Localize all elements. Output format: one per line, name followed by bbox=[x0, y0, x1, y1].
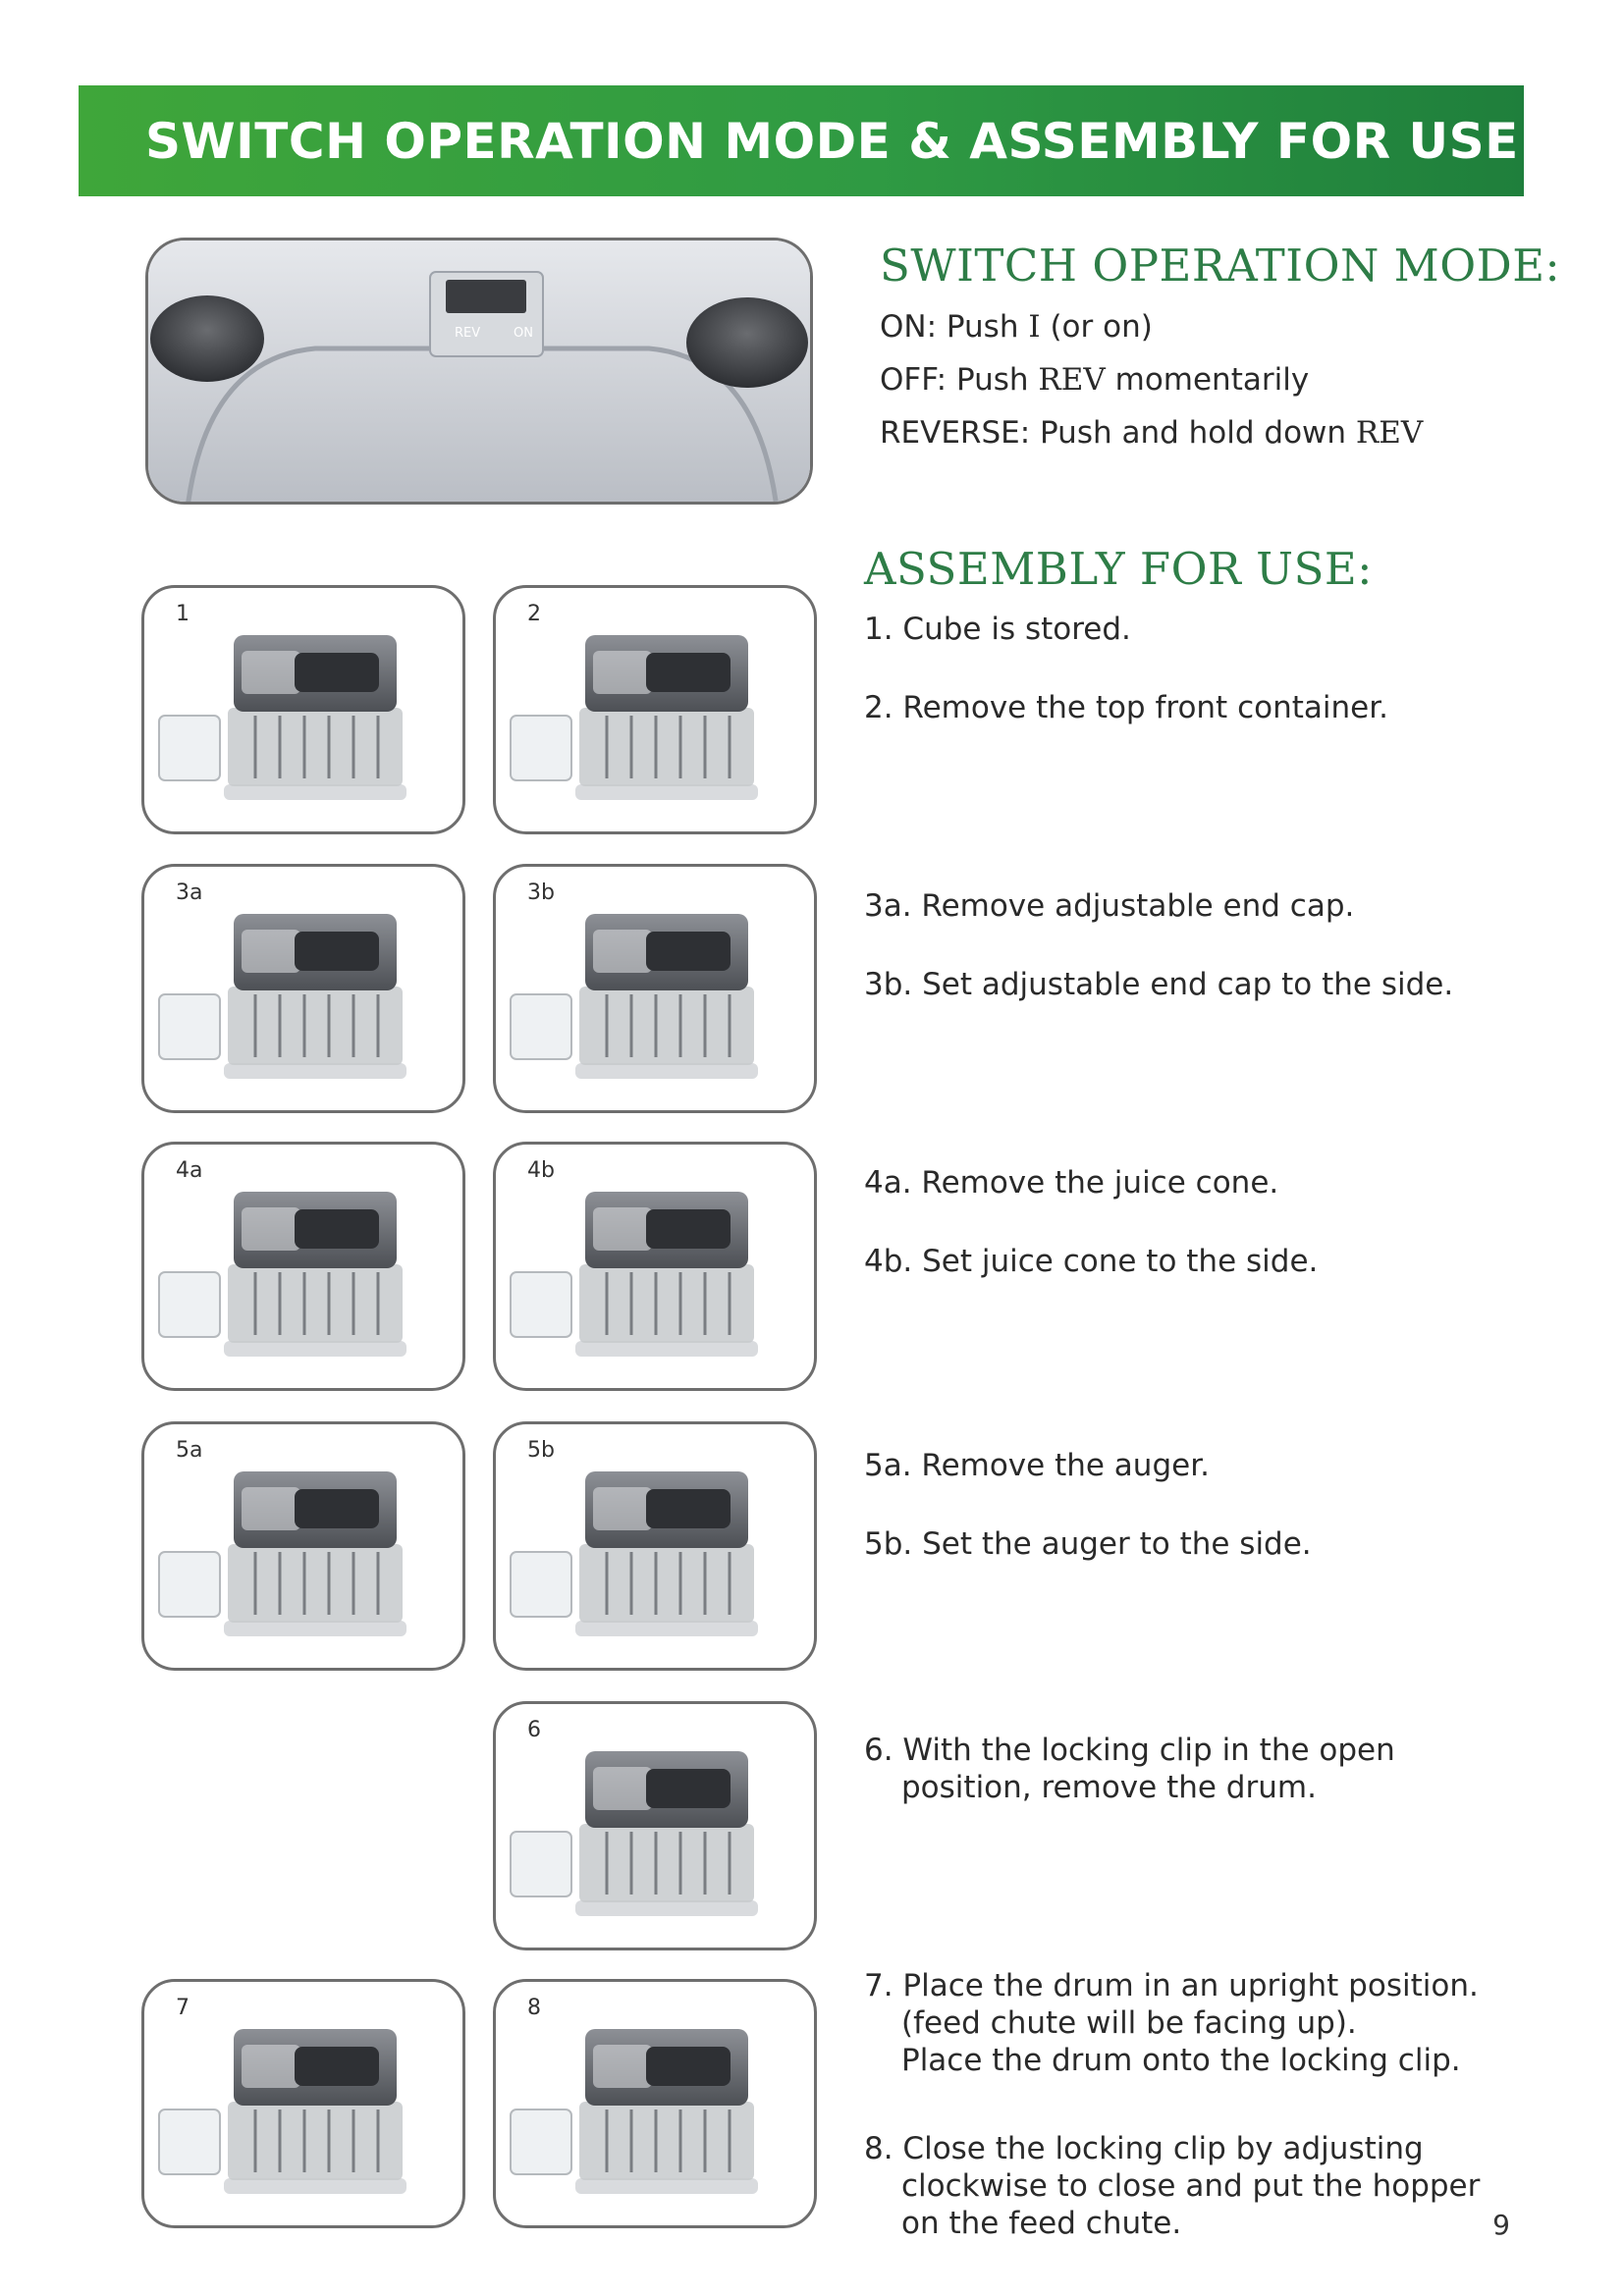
juicer-illustration bbox=[499, 1428, 813, 1668]
image-label: 3b bbox=[527, 881, 555, 905]
juicer-illustration bbox=[499, 1148, 813, 1388]
assembly-image-7 bbox=[141, 1421, 465, 1671]
step-11 bbox=[864, 2130, 1480, 2242]
image-label: 8 bbox=[527, 1996, 541, 2020]
step-line: 3b. Set adjustable end cap to the side. bbox=[864, 967, 1454, 1002]
step-2 bbox=[864, 689, 1388, 726]
step-line: 2. Remove the top front container. bbox=[864, 690, 1388, 725]
assembly-image-9 bbox=[493, 1701, 817, 1950]
step-line: clockwise to close and put the hopper bbox=[901, 2168, 1481, 2204]
image-label: 5a bbox=[176, 1438, 203, 1463]
step-5 bbox=[864, 1164, 1278, 1201]
assembly-image-8 bbox=[493, 1421, 817, 1671]
step-line: 6. With the locking clip in the open bbox=[864, 1733, 1395, 1768]
step-line: (feed chute will be facing up). bbox=[901, 2005, 1357, 2041]
line-text: REVERSE: Push and hold down bbox=[880, 415, 1356, 451]
image-label: 7 bbox=[176, 1996, 189, 2020]
assembly-image-1 bbox=[141, 585, 465, 834]
step-3 bbox=[864, 887, 1354, 925]
image-label: 1 bbox=[176, 602, 189, 626]
switch-mode-line-reverse bbox=[880, 414, 1423, 452]
step-7 bbox=[864, 1447, 1210, 1484]
step-8 bbox=[864, 1525, 1312, 1563]
step-line: 7. Place the drum in an upright position. bbox=[864, 1968, 1479, 2003]
juicer-illustration bbox=[147, 1428, 461, 1668]
image-label: 3a bbox=[176, 881, 203, 905]
step-line: 4b. Set juice cone to the side. bbox=[864, 1244, 1319, 1279]
assembly-image-3 bbox=[141, 864, 465, 1113]
step-line: Place the drum onto the locking clip. bbox=[901, 2043, 1461, 2078]
image-label: 5b bbox=[527, 1438, 555, 1463]
switch-photo bbox=[145, 238, 813, 505]
juicer-illustration bbox=[147, 1148, 461, 1388]
juicer-illustration bbox=[147, 592, 461, 831]
image-label: 4a bbox=[176, 1158, 203, 1183]
assembly-image-6 bbox=[493, 1142, 817, 1391]
line-text: momentarily bbox=[1105, 362, 1310, 398]
step-line: 5a. Remove the auger. bbox=[864, 1448, 1210, 1483]
switch-mode-line-on bbox=[880, 308, 1153, 346]
page-title: SWITCH OPERATION MODE & ASSEMBLY FOR USE bbox=[145, 112, 1519, 170]
step-line: 3a. Remove adjustable end cap. bbox=[864, 888, 1355, 924]
assembly-image-5 bbox=[141, 1142, 465, 1391]
step-line: 8. Close the locking clip by adjusting bbox=[864, 2131, 1424, 2166]
juicer-illustration bbox=[499, 592, 813, 831]
step-line: 5b. Set the auger to the side. bbox=[864, 1526, 1312, 1562]
step-1 bbox=[864, 611, 1131, 648]
on-label: ON bbox=[514, 326, 533, 341]
assembly-image-4 bbox=[493, 864, 817, 1113]
assembly-image-2 bbox=[493, 585, 817, 834]
assembly-heading: ASSEMBLY FOR USE: bbox=[864, 543, 1373, 595]
step-line: on the feed chute. bbox=[901, 2206, 1182, 2241]
juicer-illustration bbox=[499, 1986, 813, 2225]
image-label: 6 bbox=[527, 1718, 541, 1742]
rev-label: REV bbox=[455, 326, 481, 341]
step-9 bbox=[864, 1732, 1395, 1806]
page-number: 9 bbox=[1492, 2209, 1510, 2241]
juicer-illustration bbox=[499, 871, 813, 1110]
rocker-switch-icon bbox=[446, 280, 526, 313]
line-text: (or on) bbox=[1040, 309, 1153, 345]
assembly-image-11 bbox=[493, 1979, 817, 2228]
key-name: REV bbox=[1355, 415, 1424, 451]
switch-mode-line-off bbox=[880, 361, 1309, 399]
header-banner bbox=[79, 85, 1524, 196]
juicer-illustration bbox=[499, 1708, 813, 1948]
line-text: OFF: Push bbox=[880, 362, 1039, 398]
step-line: 4a. Remove the juice cone. bbox=[864, 1165, 1279, 1201]
right-knob-icon bbox=[686, 297, 808, 388]
assembly-image-10 bbox=[141, 1979, 465, 2228]
key-name: REV bbox=[1038, 362, 1106, 398]
switch-mode-heading: SWITCH OPERATION MODE: bbox=[880, 240, 1561, 292]
step-4 bbox=[864, 966, 1453, 1003]
step-line: position, remove the drum. bbox=[901, 1770, 1317, 1805]
key-name: I bbox=[1028, 309, 1041, 345]
step-line: 1. Cube is stored. bbox=[864, 612, 1131, 647]
switch-panel-illustration bbox=[148, 240, 813, 505]
step-6 bbox=[864, 1243, 1318, 1280]
step-10 bbox=[864, 1967, 1479, 2079]
left-knob-icon bbox=[150, 295, 264, 382]
line-text: ON: Push bbox=[880, 309, 1029, 345]
juicer-illustration bbox=[147, 871, 461, 1110]
image-label: 4b bbox=[527, 1158, 555, 1183]
image-label: 2 bbox=[527, 602, 541, 626]
juicer-illustration bbox=[147, 1986, 461, 2225]
